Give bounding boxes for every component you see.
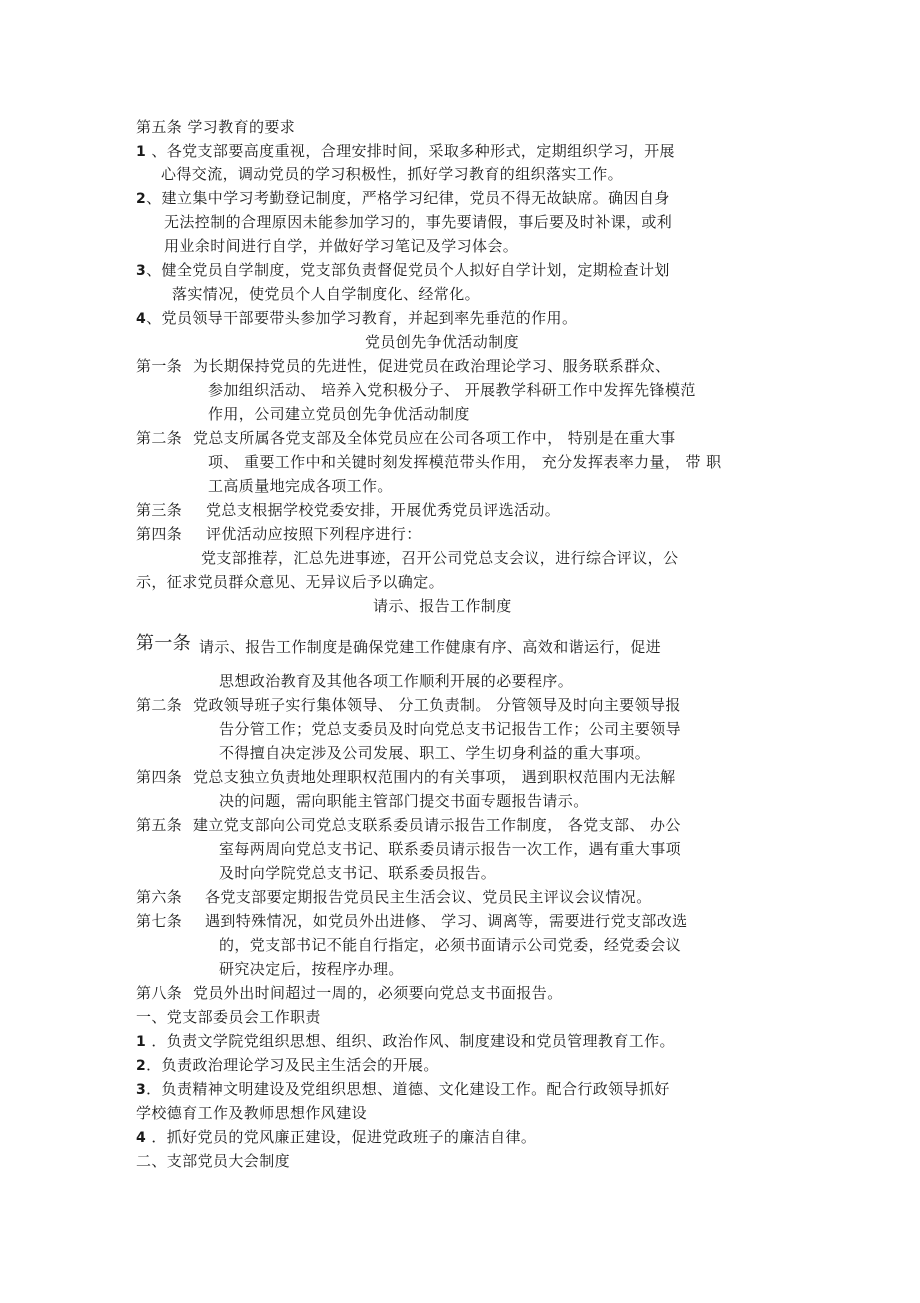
article-text: 思想政治教育及其他各项工作顺利开展的必要程序。: [219, 672, 574, 690]
article-text: 请示、报告工作制度是确保党建工作健康有序、高效和谐运行，促进: [199, 638, 662, 656]
list-item-2-line-3: 用业余时间进行自学，并做好学习笔记及学习体会。: [164, 237, 519, 255]
list-item-1-line-2: 心得交流，调动党员的学习积极性，抓好学习教育的组织落实工作。: [161, 165, 624, 183]
duty-item-4: 4 ．抓好党员的党风廉正建设，促进党政班子的廉洁自律。: [136, 1128, 537, 1146]
section-title: 请示、报告工作制度: [373, 597, 512, 615]
article-label: 第六条: [136, 888, 183, 906]
article-text: 党总支独立负责地处理职权范围内的有关事项， 遇到职权范围内无法解: [193, 768, 676, 786]
article-label: 第八条: [136, 984, 183, 1002]
article-label: 第三条: [136, 501, 183, 519]
article-text: 党支部推荐，汇总先进事迹，召开公司党总支会议，进行综合评议，公: [201, 549, 679, 567]
article-label: 第七条: [136, 912, 183, 930]
list-item-3-line-2: 落实情况，使党员个人自学制度化、经常化。: [172, 285, 481, 303]
list-item-4-line-1: 4、党员领导干部要带头参加学习教育，并起到率先垂范的作用。: [136, 309, 578, 327]
section-title: 党员创先争优活动制度: [365, 333, 520, 351]
article-text: 遇到特殊情况，如党员外出进修、 学习、调离等，需要进行党支部改选: [205, 912, 688, 930]
list-item-1-line-1: 1 、各党支部要高度重视，合理安排时间，采取多种形式，定期组织学习，开展: [136, 142, 675, 160]
article-label: 第二条: [136, 696, 183, 714]
article-label: 第四条: [136, 768, 183, 786]
list-item-2-line-1: 2、建立集中学习考勤登记制度，严格学习纪律，党员不得无故缺席。确因自身: [136, 189, 670, 207]
article-text: 建立党支部向公司党总支联系委员请示报告工作制度， 各党支部、 办公: [193, 816, 681, 834]
article-text: 作用，公司建立党员创先争优活动制度: [208, 405, 470, 423]
section-heading: 第五条 学习教育的要求: [136, 118, 296, 136]
article-text: 党总支所属各党支部及全体党员应在公司各项工作中， 特别是在重大事: [193, 429, 676, 447]
article-text: 评优活动应按照下列程序进行：: [206, 525, 422, 543]
list-item-3-line-1: 3、健全党员自学制度，党支部负责督促党员个人拟好自学计划，定期检查计划: [136, 261, 670, 279]
section-heading: 二、支部党员大会制度: [136, 1152, 291, 1170]
article-label: 第四条: [136, 525, 183, 543]
duty-item-1: 1 ．负责文学院党组织思想、组织、政治作风、制度建设和党员管理教育工作。: [136, 1032, 675, 1050]
article-text: 党员外出时间超过一周的，必须要向党总支书面报告。: [193, 984, 563, 1002]
article-text: 决的问题，需向职能主管部门提交书面专题报告请示。: [219, 792, 589, 810]
article-label: 第一条: [136, 357, 183, 375]
article-text: 的，党支部书记不能自行指定，必须书面请示公司党委，经党委会议: [219, 936, 682, 954]
article-label: 第五条: [136, 816, 183, 834]
article-text: 参加组织活动、 培养入党积极分子、 开展教学科研工作中发挥先锋模范: [208, 381, 696, 399]
article-text: 各党支部要定期报告党员民主生活会议、党员民主评议会议情况。: [205, 888, 652, 906]
section-heading: 一、党支部委员会工作职责: [136, 1008, 321, 1026]
duty-item-3-line-2: 学校德育工作及教师思想作风建设: [136, 1104, 368, 1122]
article-text: 研究决定后，按程序办理。: [219, 960, 404, 978]
article-text: 项、 重要工作中和关键时刻发挥模范带头作用， 充分发挥表率力量， 带 职: [208, 453, 722, 471]
article-text: 党总支根据学校党委安排，开展优秀党员评选活动。: [206, 501, 561, 519]
article-text: 室每两周向党总支书记、联系委员请示报告一次工作，遇有重大事项: [219, 840, 682, 858]
article-text: 示，征求党员群众意见、无异议后予以确定。: [136, 573, 445, 591]
list-item-2-line-2: 无法控制的合理原因未能参加学习的，事先要请假，事后要及时补课，或利: [164, 213, 673, 231]
article-label: 第二条: [136, 429, 183, 447]
duty-item-3: 3．负责精神文明建设及党组织思想、道德、文化建设工作。配合行政领导抓好: [136, 1080, 670, 1098]
article-text: 党政领导班子实行集体领导、 分工负责制。 分管领导及时向主要领导报: [193, 696, 681, 714]
duty-item-2: 2．负责政治理论学习及民主生活会的开展。: [136, 1056, 439, 1074]
article-text: 告分管工作；党总支委员及时向党总支书记报告工作；公司主要领导: [219, 720, 682, 738]
article-text: 工高质量地完成各项工作。: [208, 477, 393, 495]
article-label: 第一条: [136, 633, 192, 654]
article-text: 及时向学院党总支书记、联系委员报告。: [219, 864, 497, 882]
article-text: 为长期保持党员的先进性，促进党员在政治理论学习、服务联系群众、: [193, 357, 671, 375]
article-text: 不得擅自决定涉及公司发展、职工、学生切身利益的重大事项。: [219, 744, 651, 762]
